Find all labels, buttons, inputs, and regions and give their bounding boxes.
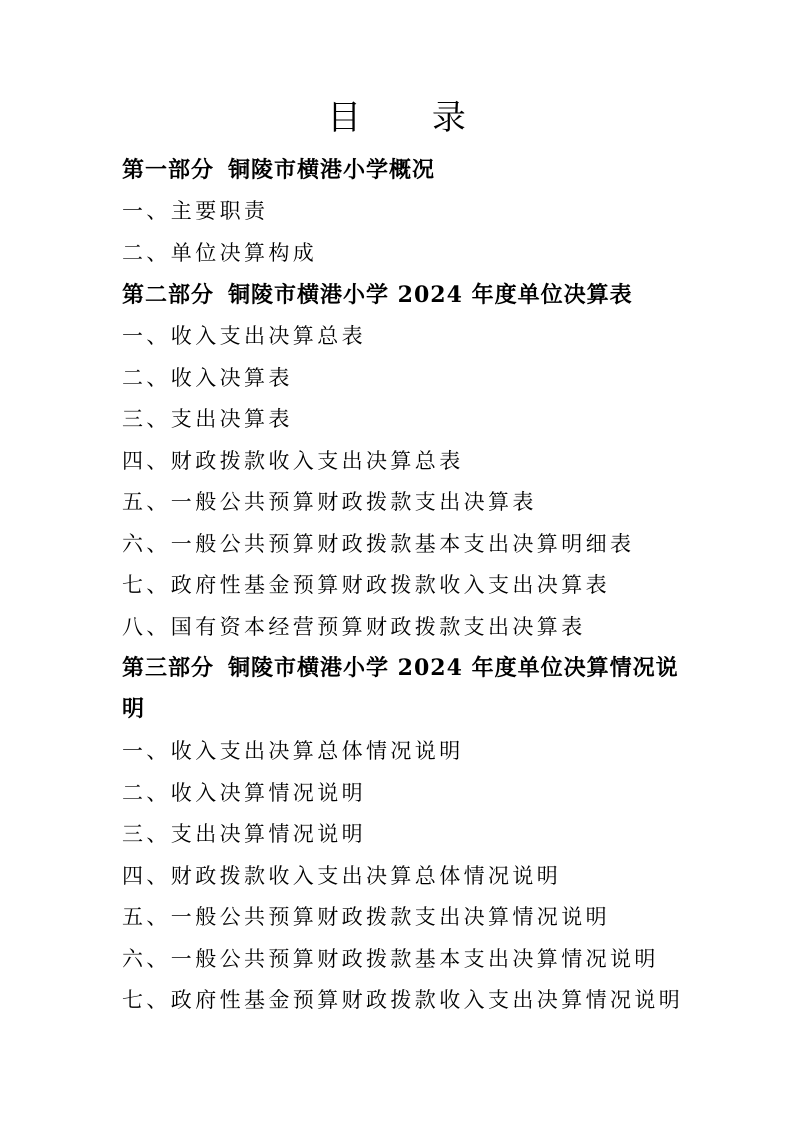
toc-item: 五、一般公共预算财政拨款支出决算情况说明 <box>122 905 610 929</box>
part-title-continuation: 明 <box>122 696 146 722</box>
toc-item: 七、政府性基金预算财政拨款收入支出决算表 <box>122 573 610 597</box>
toc-item: 一、主要职责 <box>122 199 269 223</box>
part-heading-2 <box>122 279 753 311</box>
part-label: 第二部分 <box>122 282 215 308</box>
toc-item: 二、收入决算表 <box>122 366 293 390</box>
toc-item: 五、一般公共预算财政拨款支出决算表 <box>122 490 537 514</box>
part-title: 铜陵市横港小学概况 <box>228 157 436 183</box>
toc-item: 四、财政拨款收入支出决算总体情况说明 <box>122 864 562 888</box>
part-title: 铜陵市横港小学 2024 年度单位决算表 <box>228 282 633 308</box>
part-heading-1 <box>122 154 753 186</box>
toc-item: 四、财政拨款收入支出决算总表 <box>122 449 464 473</box>
part-label: 第三部分 <box>122 655 215 681</box>
toc-item: 六、一般公共预算财政拨款基本支出决算情况说明 <box>122 947 659 971</box>
part-label: 第一部分 <box>122 157 215 183</box>
toc-item: 八、国有资本经营预算财政拨款支出决算表 <box>122 615 586 639</box>
toc-item: 七、政府性基金预算财政拨款收入支出决算情况说明 <box>122 988 684 1012</box>
toc-item: 二、单位决算构成 <box>122 241 318 265</box>
toc-item: 一、收入支出决算总表 <box>122 324 366 348</box>
toc-item: 六、一般公共预算财政拨款基本支出决算明细表 <box>122 532 635 556</box>
toc-item: 一、收入支出决算总体情况说明 <box>122 739 464 763</box>
toc-item: 三、支出决算表 <box>122 407 293 431</box>
page-title: 目 录 <box>327 98 496 138</box>
toc-item: 二、收入决算情况说明 <box>122 781 366 805</box>
part-title: 铜陵市横港小学 2024 年度单位决算情况说 <box>228 655 679 681</box>
toc-item: 三、支出决算情况说明 <box>122 822 366 846</box>
part-heading-3 <box>122 652 753 684</box>
